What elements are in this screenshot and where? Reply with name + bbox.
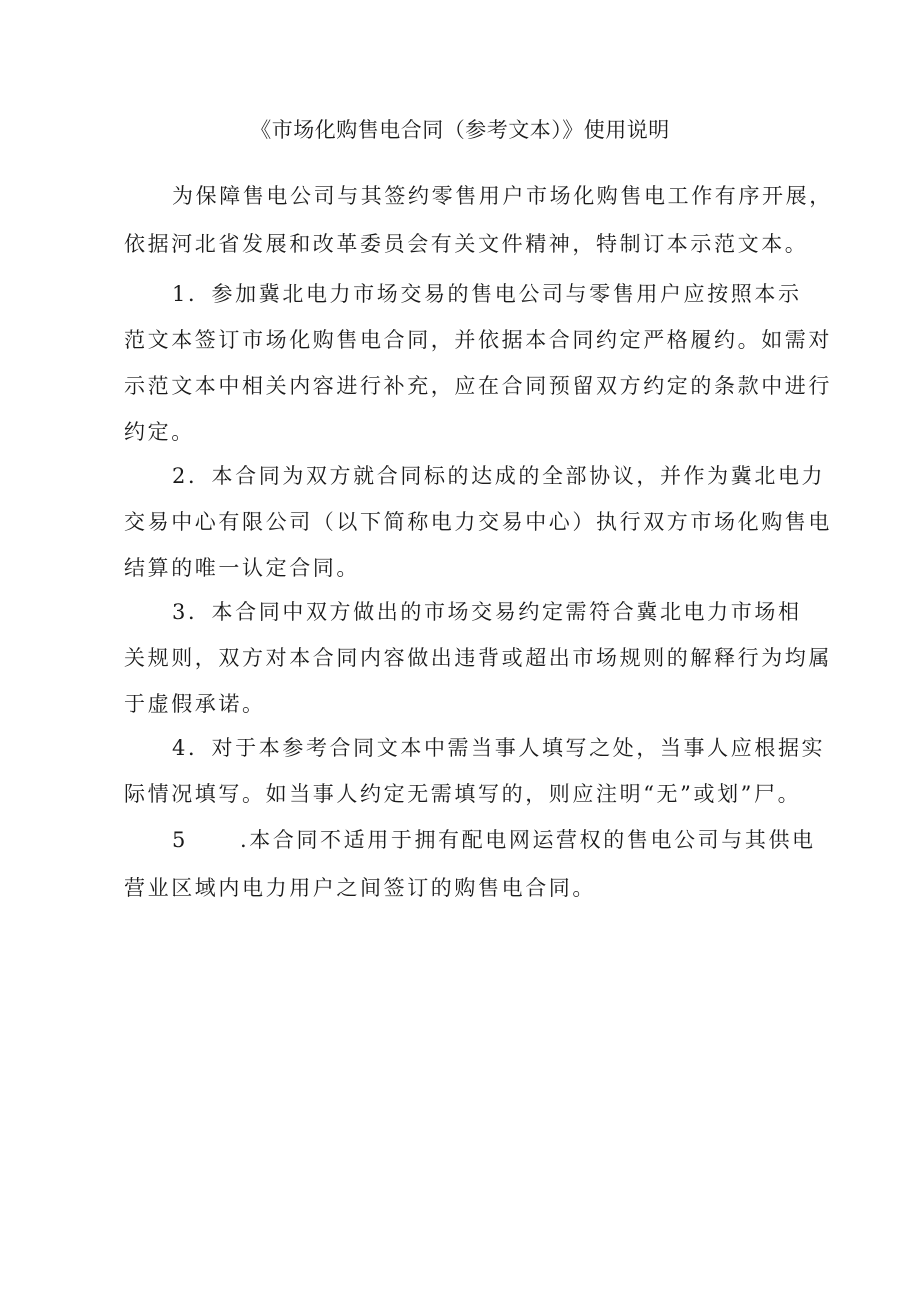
item3-line-3: 于虚假承诺。 <box>124 692 266 716</box>
item5-line-2: 营业区域内电力用户之间签订的购售电合同。 <box>124 876 596 900</box>
item1-line-3: 示范文本中相关内容进行补充，应在合同预留双方约定的条款中进行 <box>124 374 832 398</box>
item2-line-1: 2．本合同为双方就合同标的达成的全部协议，并作为冀北电力 <box>172 464 826 488</box>
item4-line-1: 4．对于本参考合同文本中需当事人填写之处，当事人应根据实 <box>172 736 826 760</box>
item5-text: .本合同不适用于拥有配电网运营权的售电公司与其供电 <box>239 828 816 852</box>
item1-line-4: 约定。 <box>124 420 195 444</box>
item3-line-1: 3．本合同中双方做出的市场交易约定需符合冀北电力市场相 <box>172 600 802 624</box>
item2-line-3: 结算的唯一认定合同。 <box>124 556 360 580</box>
intro-line-1: 为保障售电公司与其签约零售用户市场化购售电工作有序开展， <box>172 184 833 208</box>
item4-line-2: 际情况填写。如当事人约定无需填写的，则应注明“无”或划”尸。 <box>124 782 802 806</box>
item5-line-1 <box>172 826 816 854</box>
item1-line-1: 1．参加冀北电力市场交易的售电公司与零售用户应按照本示 <box>172 282 802 306</box>
item3-line-2: 关规则，双方对本合同内容做出违背或超出市场规则的解释行为均属 <box>124 646 832 670</box>
document-title: 《市场化购售电合同（参考文本）》使用说明 <box>250 118 670 142</box>
intro-line-2: 依据河北省发展和改革委员会有关文件精神，特制订本示范文本。 <box>124 232 809 256</box>
item1-line-2: 范文本签订市场化购售电合同，并依据本合同约定严格履约。如需对 <box>124 328 832 352</box>
item5-number: 5 <box>172 828 188 852</box>
item2-line-2: 交易中心有限公司（以下简称电力交易中心）执行双方市场化购售电 <box>124 510 832 534</box>
